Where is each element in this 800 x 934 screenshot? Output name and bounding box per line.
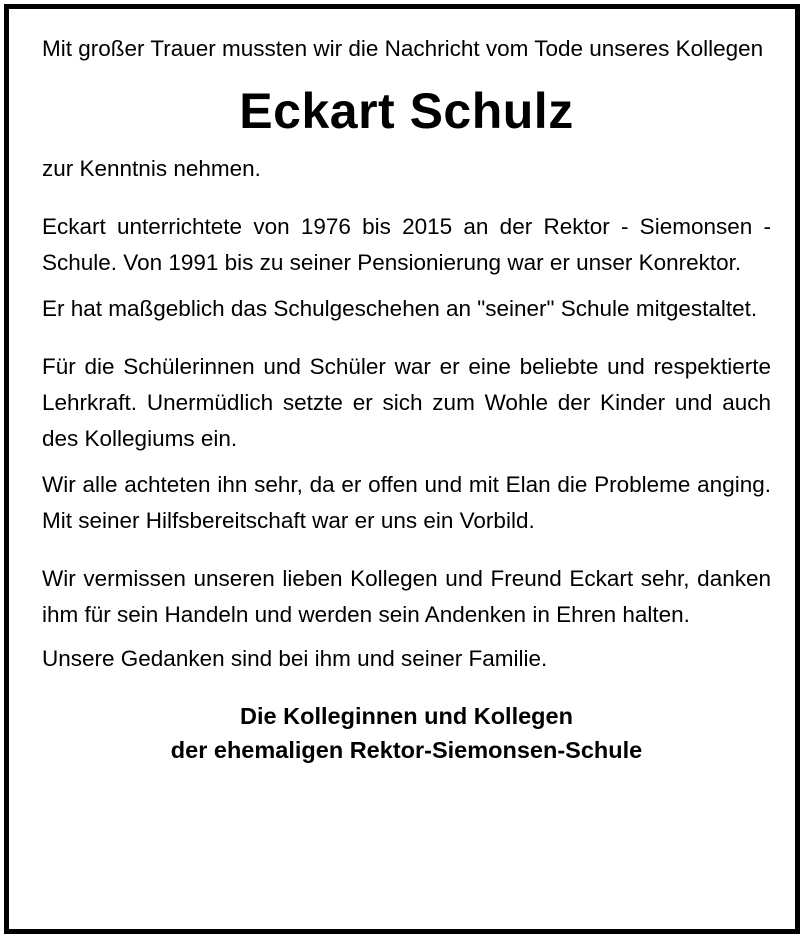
paragraph-teacher: Für die Schülerinnen und Schüler war er eine beliebte und respektierte Lehrkraft. Unermüdlich setzte er sich zum Wohle der Kinder und auch des Kollegiums ein. [42,354,771,451]
paragraph-contribution: Er hat maßgeblich das Schulgeschehen an "seiner" Schule mitgestaltet. [42,296,758,321]
signature-line-2: der ehemaligen Rektor-Siemonsen-Schule [170,737,643,763]
notice-frame [4,4,800,934]
paragraph-thoughts: Unsere Gedanken sind bei ihm und seiner Familie. [42,646,548,671]
intro-text: Mit großer Trauer mussten wir die Nachricht vom Tode unseres Kollegen [42,36,764,61]
paragraph-career: Eckart unterrichtete von 1976 bis 2015 an der Rektor - Siemonsen - Schule. Von 1991 bis zu seiner Pensionierung war er unser Konrektor. [42,214,771,275]
deceased-name: Eckart Schulz [239,83,574,139]
paragraph-miss: Wir vermissen unseren lieben Kollegen und Freund Eckart sehr, danken ihm für sein Handeln und werden sein Andenken in Ehren halten. [42,566,771,627]
signature-line-1: Die Kolleginnen und Kollegen [240,703,573,729]
notice-content [42,31,771,767]
intro-end-text: zur Kenntnis nehmen. [42,156,261,181]
paragraph-respect: Wir alle achteten ihn sehr, da er offen und mit Elan die Probleme anging. Mit seiner Hilfsbereitschaft war er uns ein Vorbild. [42,472,771,533]
